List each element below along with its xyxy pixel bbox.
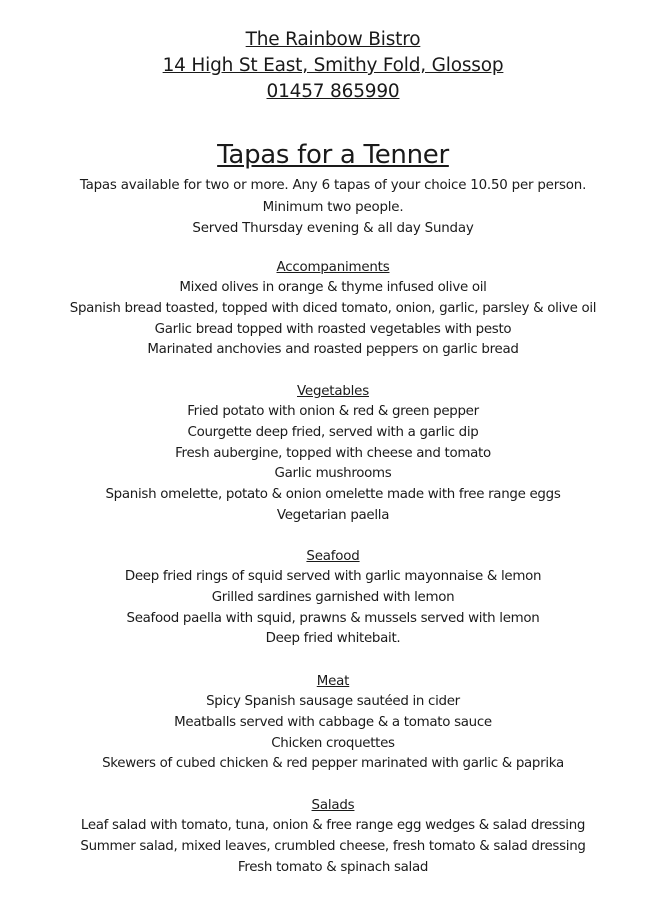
menu-item: Meatballs served with cabbage & a tomato sauce xyxy=(174,714,492,730)
menu-item: Fried potato with onion & red & green pepper xyxy=(187,404,479,419)
intro-minimum: Minimum two people. xyxy=(262,199,404,215)
section-vegetables xyxy=(0,382,666,527)
menu-intro xyxy=(0,175,666,240)
menu-item: Spicy Spanish sausage sautéed in cider xyxy=(206,694,460,709)
section-heading: Seafood xyxy=(306,549,360,564)
menu-title: Tapas for a Tenner xyxy=(217,140,449,170)
section-heading: Meat xyxy=(316,674,350,689)
menu-item: Leaf salad with tomato, tuna, onion & free range egg wedges & salad dressing xyxy=(80,818,586,833)
menu-item: Skewers of cubed chicken & red pepper marinated with garlic & paprika xyxy=(102,756,564,772)
intro-served: Served Thursday evening & all day Sunday xyxy=(192,221,474,236)
menu-item: Chicken croquettes xyxy=(271,735,395,751)
intro-pricing: Tapas available for two or more. Any 6 tapas of your choice 10.50 per person. xyxy=(79,178,587,193)
menu-item: Mixed olives in orange & thyme infused olive oil xyxy=(179,280,487,295)
menu-item: Spanish bread toasted, topped with diced tomato, onion, garlic, parsley & olive oil xyxy=(69,300,597,316)
section-heading: Vegetables xyxy=(297,384,369,399)
menu-item: Grilled sardines garnished with lemon xyxy=(211,589,455,605)
menu-item: Seafood paella with squid, prawns & mussels served with lemon xyxy=(126,610,540,626)
section-meat xyxy=(0,672,666,775)
section-accompaniments xyxy=(0,258,666,361)
section-heading: Salads xyxy=(311,798,355,813)
menu-item: Garlic bread topped with roasted vegetables with pesto xyxy=(154,321,512,337)
menu-item: Garlic mushrooms xyxy=(274,466,392,482)
menu-item: Deep fried rings of squid served with garlic mayonnaise & lemon xyxy=(124,569,542,584)
menu-item: Marinated anchovies and roasted peppers on garlic bread xyxy=(147,342,519,358)
menu-item: Fresh aubergine, topped with cheese and tomato xyxy=(175,445,491,461)
menu-item: Courgette deep fried, served with a garlic dip xyxy=(187,424,479,440)
menu-item: Summer salad, mixed leaves, crumbled cheese, fresh tomato & salad dressing xyxy=(80,838,586,854)
menu-item: Deep fried whitebait. xyxy=(265,631,401,647)
restaurant-name: The Rainbow Bistro xyxy=(245,29,421,50)
restaurant-address: 14 High St East, Smithy Fold, Glossop xyxy=(162,55,504,76)
menu-item: Spanish omelette, potato & onion omelette made with free range eggs xyxy=(105,487,561,503)
section-salads xyxy=(0,796,666,878)
restaurant-phone: 01457 865990 xyxy=(266,81,400,102)
menu-item: Fresh tomato & spinach salad xyxy=(237,859,429,875)
menu-item: Vegetarian paella xyxy=(276,507,390,523)
section-seafood xyxy=(0,547,666,650)
section-heading: Accompaniments xyxy=(276,260,390,275)
restaurant-header xyxy=(0,27,666,105)
